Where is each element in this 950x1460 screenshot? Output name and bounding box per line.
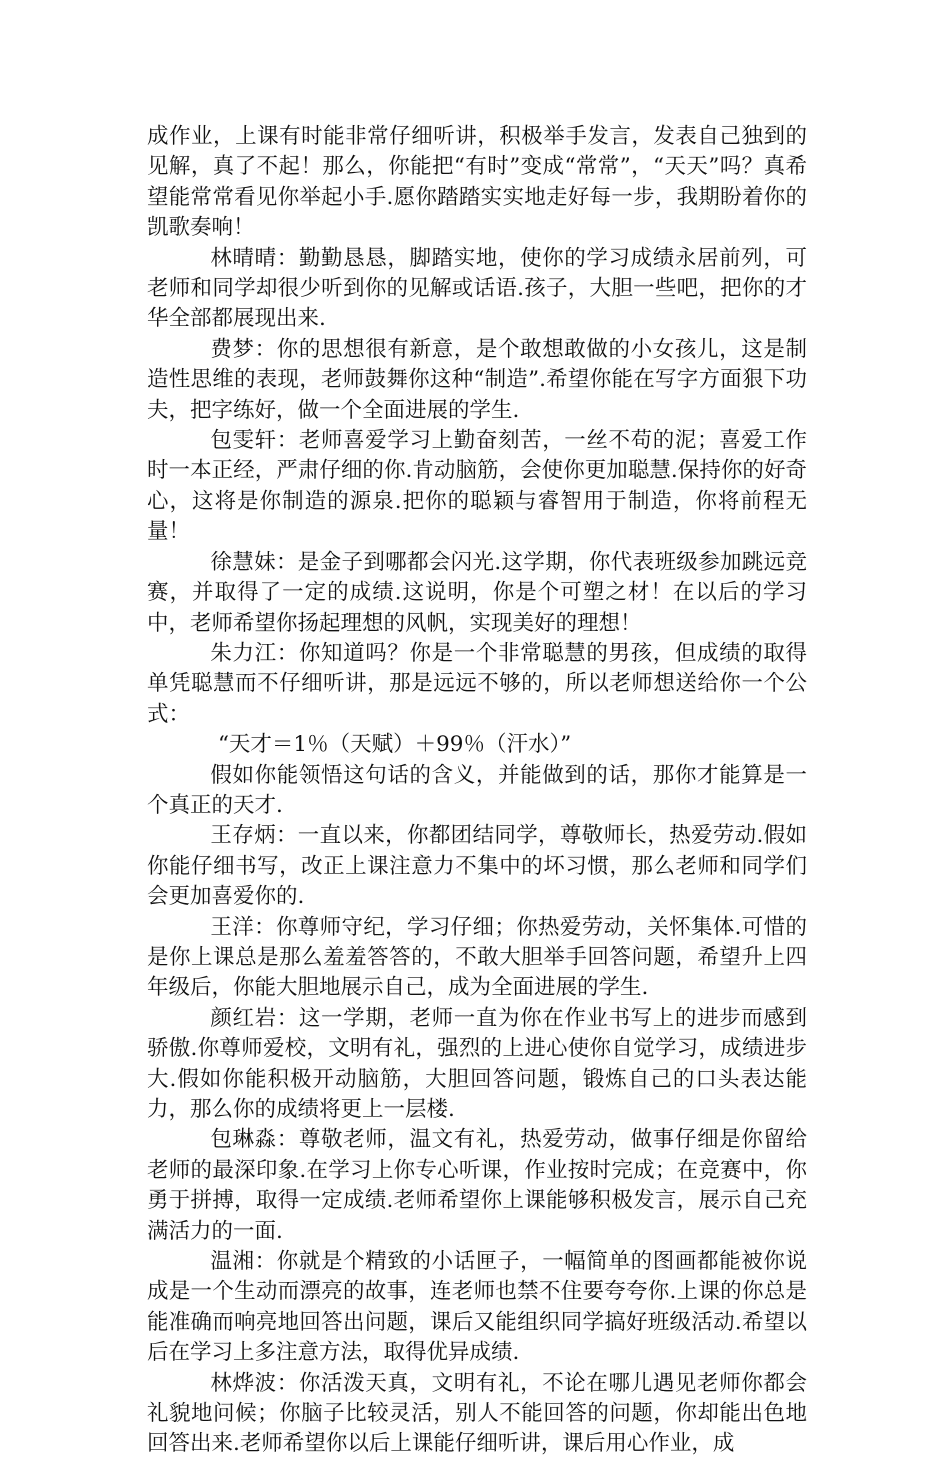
paragraph-comment-fei-meng: 费梦：你的思想很有新意，是个敢想敢做的小女孩儿，这是制造性思维的表现，老师鼓舞你这种“制造”.希望你能在写字方面狠下功夫，把字练好，做一个全面进展的学生. [147, 336, 807, 423]
paragraph-comment-zhu-lijiang: 朱力江：你知道吗？你是一个非常聪慧的男孩，但成绩的取得单凭聪慧而不仔细听讲，那是远远不够的，所以老师想送给你一个公式： [147, 640, 807, 727]
paragraph-comment-lin-yebo: 林烨波：你活泼天真，文明有礼，不论在哪儿遇见老师你都会礼貌地问候；你脑子比较灵活，别人不能回答的问题，你却能出色地回答出来.老师希望你以后上课能仔细听讲，课后用心作业，成 [147, 1370, 807, 1457]
paragraph-comment-xu-huimei: 徐慧妹：是金子到哪都会闪光.这学期，你代表班级参加跳远竞赛，并取得了一定的成绩.这说明，你是个可塑之材！在以后的学习中，老师希望你扬起理想的风帆，实现美好的理想！ [147, 549, 807, 636]
paragraph-comment-bao-wenxuan: 包雯轩：老师喜爱学习上勤奋刻苦，一丝不苟的泥；喜爱工作时一本正经，严肃仔细的你.肯动脑筋，会使你更加聪慧.保持你的好奇心，这将是你制造的源泉.把你的聪颖与睿智用于制造，你将前程无量！ [147, 428, 807, 545]
paragraph-comment-wang-yang: 王洋：你尊师守纪，学习仔细；你热爱劳动，关怀集体.可惜的是你上课总是那么羞羞答答的，不敢大胆举手回答问题，希望升上四年级后，你能大胆地展示自己，成为全面进展的学生. [147, 914, 807, 1001]
paragraph-comment-wang-cunbing: 王存炳：一直以来，你都团结同学，尊敬师长，热爱劳动.假如你能仔细书写，改正上课注意力不集中的坏习惯，那么老师和同学们会更加喜爱你的. [147, 823, 807, 910]
document-body [147, 122, 807, 1460]
paragraph-comment-wen-xiang: 温湘：你就是个精致的小话匣子，一幅简单的图画都能被你说成是一个生动而漂亮的故事，连老师也禁不住要夸夸你.上课的你总是能准确而响亮地回答出问题，课后又能组织同学搞好班级活动.希望以后在学习上多注意方法，取得优异成绩. [147, 1249, 807, 1366]
paragraph-comment-lin-qingqing: 林晴晴：勤勤恳恳，脚踏实地，使你的学习成绩永居前列，可老师和同学却很少听到你的见解或话语.孩子，大胆一些吧，把你的才华全部都展现出来. [147, 245, 807, 332]
paragraph-continuation: 成作业，上课有时能非常仔细听讲，积极举手发言，发表自己独到的见解，真了不起！那么，你能把“有时”变成“常常”，“天天”吗？真希望能常常看见你举起小手.愿你踏踏实实地走好每一步，我期盼着你的凯歌奏响！ [147, 124, 807, 241]
paragraph-formula-quote: “天才＝1％（天赋）＋99％（汗水）” [217, 732, 572, 758]
paragraph-comment-yan-hongyan: 颜红岩：这一学期，老师一直为你在作业书写上的进步而感到骄傲.你尊师爱校，文明有礼，强烈的上进心使你自觉学习，成绩进步大.假如你能积极开动脑筋，大胆回答问题，锻炼自己的口头表达能力，那么你的成绩将更上一层楼. [147, 1005, 807, 1122]
paragraph-comment-bao-linmiao: 包琳淼：尊敬老师，温文有礼，热爱劳动，做事仔细是你留给老师的最深印象.在学习上你专心听课，作业按时完成；在竞赛中，你勇于拼搏，取得一定成绩.老师希望你上课能够积极发言，展示自己充满活力的一面. [147, 1127, 807, 1244]
paragraph-formula-explanation: 假如你能领悟这句话的含义，并能做到的话，那你才能算是一个真正的天才. [147, 762, 807, 818]
